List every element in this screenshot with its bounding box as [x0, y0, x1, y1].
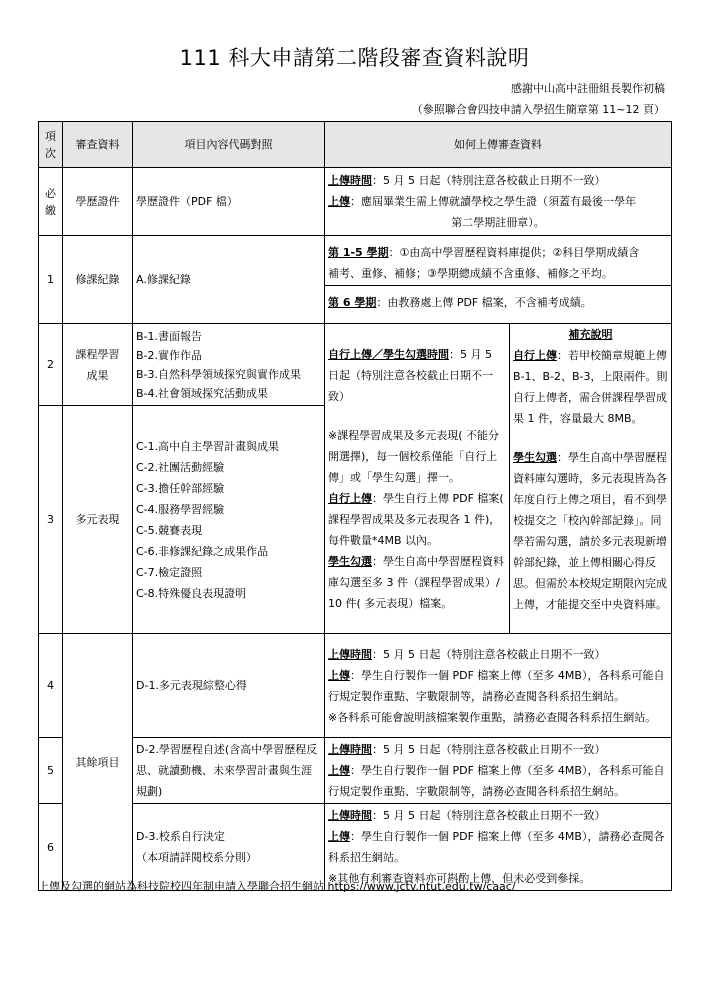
row-no: 必繳	[39, 168, 63, 236]
label-self-pick-time: 自行上傳／學生勾選時間	[328, 348, 449, 361]
row-no: 4	[39, 634, 63, 738]
table-row	[39, 634, 672, 738]
text-upload: ：學生自行製作一個 PDF 檔案上傳（至多 4MB），各科系可能自行規定製作重點、字數限制等，請務必查閱各科系招生網站。	[328, 764, 665, 798]
header-upload: 如何上傳審查資料	[325, 122, 672, 168]
item-text: D-3.校系自行決定	[136, 830, 225, 843]
text-supp-student-pick: ：學生自高中學習歷程資料庫勾選時，多元表現皆為各年度自行上傳之項目，看不到學校提交之「校內幹部記錄」。同學若需勾選，請於多元表現新增幹部紀錄，並上傳相關心得反思。但需於本校規定期限內完成上傳，才能提交至中央資料庫。	[513, 451, 667, 611]
text-supp-self-upload: ：若甲校簡章規範上傳 B-1、B-2、B-3，上限兩件。則自行上傳者，需合併課程學習成果 1 件，容量最大 8MB。	[513, 349, 668, 425]
footer-website-note: 上傳及勾選的網站為科技院校四年制申請入學聯合招生網站 https://www.jctv.ntut.edu.tw/caac/	[38, 880, 516, 893]
label-upload-time: 上傳時間	[328, 174, 372, 187]
row-no: 5	[39, 738, 63, 804]
label-upload-time: 上傳時間	[328, 647, 372, 661]
note-text: ※其他有利審查資料亦可斟酌上傳，但未必受到參採。	[328, 872, 591, 885]
review-materials-table	[38, 121, 672, 891]
list-item: B-2.實作作品	[136, 348, 203, 362]
row-items	[133, 406, 325, 634]
text-self-pick-time: ：5 月 5 日起（特別注意各校截止日期不一致）	[328, 348, 493, 403]
supplement-heading: 補充說明	[568, 328, 613, 341]
row-material	[63, 324, 133, 406]
table-row	[39, 236, 672, 324]
row-upload-info	[325, 168, 672, 236]
label-upload: 上傳	[328, 195, 350, 208]
label-upload: 上傳	[328, 764, 350, 777]
supplementary-info	[510, 324, 672, 634]
header-material: 審查資料	[63, 122, 133, 168]
text-upload: ：學生自行製作一個 PDF 檔案上傳（至多 4MB），請務必查閱各科系招生網站。	[328, 830, 665, 864]
list-item: C-2.社團活動經驗	[136, 460, 225, 474]
label-supp-student-pick: 學生勾選	[513, 451, 557, 464]
text-upload-time: ：5 月 5 日起（特別注意各校截止日期不一致）	[372, 174, 606, 187]
row-no: 2	[39, 324, 63, 406]
list-item: C-3.擔任幹部經驗	[136, 481, 225, 495]
label-upload: 上傳	[328, 830, 350, 843]
row-item: 學歷證件（PDF 檔）	[133, 168, 325, 236]
page-title: 111 科大申請第二階段審查資料說明	[179, 46, 530, 70]
text-upload-cont: 第二學期註冊章）。	[451, 216, 545, 229]
row-item: D-1.多元表現綜整心得	[133, 634, 325, 738]
row-upload-info	[325, 236, 672, 324]
table-row	[39, 738, 672, 804]
row-item: A.修課紀錄	[133, 236, 325, 324]
list-item: C-4.服務學習經驗	[136, 502, 225, 516]
row-no: 3	[39, 406, 63, 634]
list-item: B-4.社會領域探究活動成果	[136, 386, 269, 400]
text-semester-6: ：由教務處上傳 PDF 檔案，不含補考成績。	[376, 295, 592, 309]
list-item: B-1.書面報告	[136, 329, 203, 343]
row-no: 6	[39, 804, 63, 891]
label-semesters-1-5: 第 1-5 學期	[328, 245, 389, 259]
material-label: 課程學習成果	[75, 347, 120, 382]
list-item: C-8.特殊優良表現證明	[136, 586, 247, 600]
item-note: （本項請詳閱校系分則）	[136, 851, 257, 864]
label-upload: 上傳	[328, 668, 350, 682]
row-material: 修課紀錄	[63, 236, 133, 324]
text-upload-time: ：5 月 5 日起（特別注意各校截止日期不一致）	[372, 743, 606, 756]
shared-upload-info	[325, 324, 510, 634]
text-upload: ：應屆畢業生需上傳就讀學校之學生證（須蓋有最後一學年	[350, 195, 636, 208]
row-no: 1	[39, 236, 63, 324]
text-semesters-1-5-cont: 補考、重修、補修；③學期總成績不含重修、補修之平均。	[328, 266, 613, 280]
list-item: C-5.競賽表現	[136, 523, 203, 537]
label-upload-time: 上傳時間	[328, 809, 372, 822]
list-item: C-1.高中自主學習計畫與成果	[136, 439, 280, 453]
credit-note: 感謝中山高中註冊組長製作初稿	[511, 82, 665, 95]
header-items: 項目內容代碼對照	[133, 122, 325, 168]
row-material-others: 其餘項目	[63, 634, 133, 891]
table-row	[39, 324, 672, 406]
list-item: C-6.非修課紀錄之成果作品	[136, 544, 269, 558]
label-supp-self-upload: 自行上傳	[513, 349, 557, 362]
row-upload-info	[325, 738, 672, 804]
text-upload-time: ：5 月 5 日起（特別注意各校截止日期不一致）	[372, 647, 606, 661]
text-upload: ：學生自行製作一個 PDF 檔案上傳（至多 4MB），各科系可能自行規定製作重點、字數限制等，請務必查閱各科系招生網站。	[328, 668, 665, 703]
label-self-upload: 自行上傳	[328, 492, 372, 505]
label-student-pick: 學生勾選	[328, 555, 372, 568]
row-material: 學歷證件	[63, 168, 133, 236]
label-upload-time: 上傳時間	[328, 743, 372, 756]
list-item: C-7.檢定證照	[136, 565, 203, 579]
header-no: 項次	[39, 122, 63, 168]
text-student-pick: ：學生自高中學習歷程資料庫勾選至多 3 件（課程學習成果）/ 10 件( 多元表現）檔案。	[328, 555, 504, 610]
label-semester-6: 第 6 學期	[328, 295, 377, 309]
note-cannot-separate: ※課程學習成果及多元表現( 不能分開選擇)，每一個校系僅能「自行上傳」或「學生勾選」擇一。	[328, 429, 500, 484]
table-header-row	[39, 122, 672, 168]
note-text: ※各科系可能會說明該檔案製作重點，請務必查閱各科系招生網站。	[328, 710, 657, 724]
row-upload-info	[325, 634, 672, 738]
row-material: 多元表現	[63, 406, 133, 634]
text-self-upload: ：學生自行上傳 PDF 檔案( 課程學習成果及多元表現各 1 件)，每件數量*4MB 以內。	[328, 492, 504, 547]
text-semesters-1-5: ：①由高中學習歷程資料庫提供；②科目學期成績含	[388, 245, 640, 259]
table-row	[39, 168, 672, 236]
reference-note: （參照聯合會四技申請入學招生簡章第 11~12 頁）	[411, 103, 665, 116]
row-item: D-2.學習歷程自述(含高中學習歷程反思、就讀動機、未來學習計畫與生涯規劃)	[133, 738, 325, 804]
text-upload-time: ：5 月 5 日起（特別注意各校截止日期不一致）	[372, 809, 606, 822]
list-item: B-3.自然科學領域探究與實作成果	[136, 367, 302, 381]
row-items	[133, 324, 325, 406]
